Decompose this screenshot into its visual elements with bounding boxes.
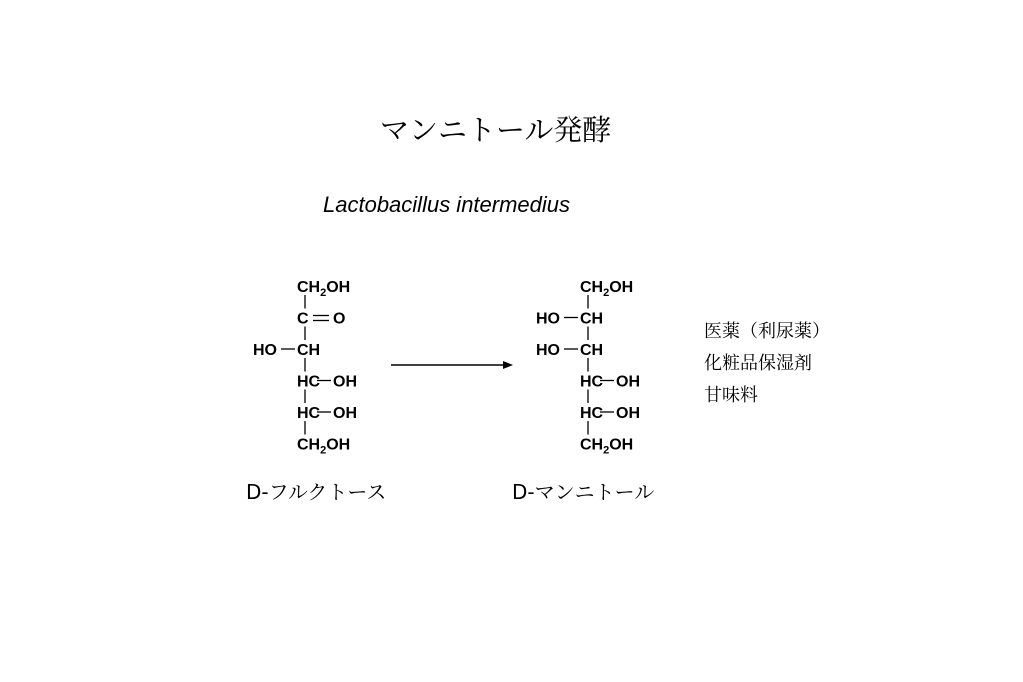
organism-name: Lactobacillus intermedius [323, 192, 571, 217]
use-item: 甘味料 [704, 385, 758, 406]
atom-label: CH [297, 342, 321, 359]
reaction-arrow [391, 361, 513, 369]
atom-label: OH [333, 405, 357, 422]
atom-label: CH [580, 310, 604, 328]
product-name: D-マンニトール [512, 480, 655, 504]
atom-label: HC [580, 373, 604, 391]
atom-label: O [333, 310, 346, 328]
uses-list [704, 316, 830, 412]
atom-label: $CH_2OH$ [580, 279, 634, 299]
atom-label: OH [333, 373, 357, 391]
atom-label: HC [297, 405, 321, 422]
atom-label: HO [253, 342, 277, 359]
fructose-structure [253, 279, 357, 457]
mannitol-structure [536, 279, 640, 457]
atom-label: HO [536, 342, 560, 359]
atom-label: $CH_2OH$ [580, 436, 634, 457]
atom-label: HO [536, 310, 560, 328]
substrate-name: D-フルクトース [246, 480, 387, 504]
atom-label: HC [297, 373, 321, 391]
use-item: 医薬（利尿薬） [704, 321, 830, 342]
atom-label: OH [616, 405, 640, 422]
page-title: マンニトール発酵 [380, 113, 612, 147]
atom-label: $CH_2OH$ [297, 436, 351, 457]
atom-label: OH [616, 373, 640, 391]
atom-label: CH [580, 342, 604, 359]
atom-label: $CH_2OH$ [297, 279, 351, 299]
use-item: 化粧品保湿剤 [704, 353, 812, 374]
atom-label: C [297, 310, 309, 328]
atom-label: HC [580, 405, 604, 422]
